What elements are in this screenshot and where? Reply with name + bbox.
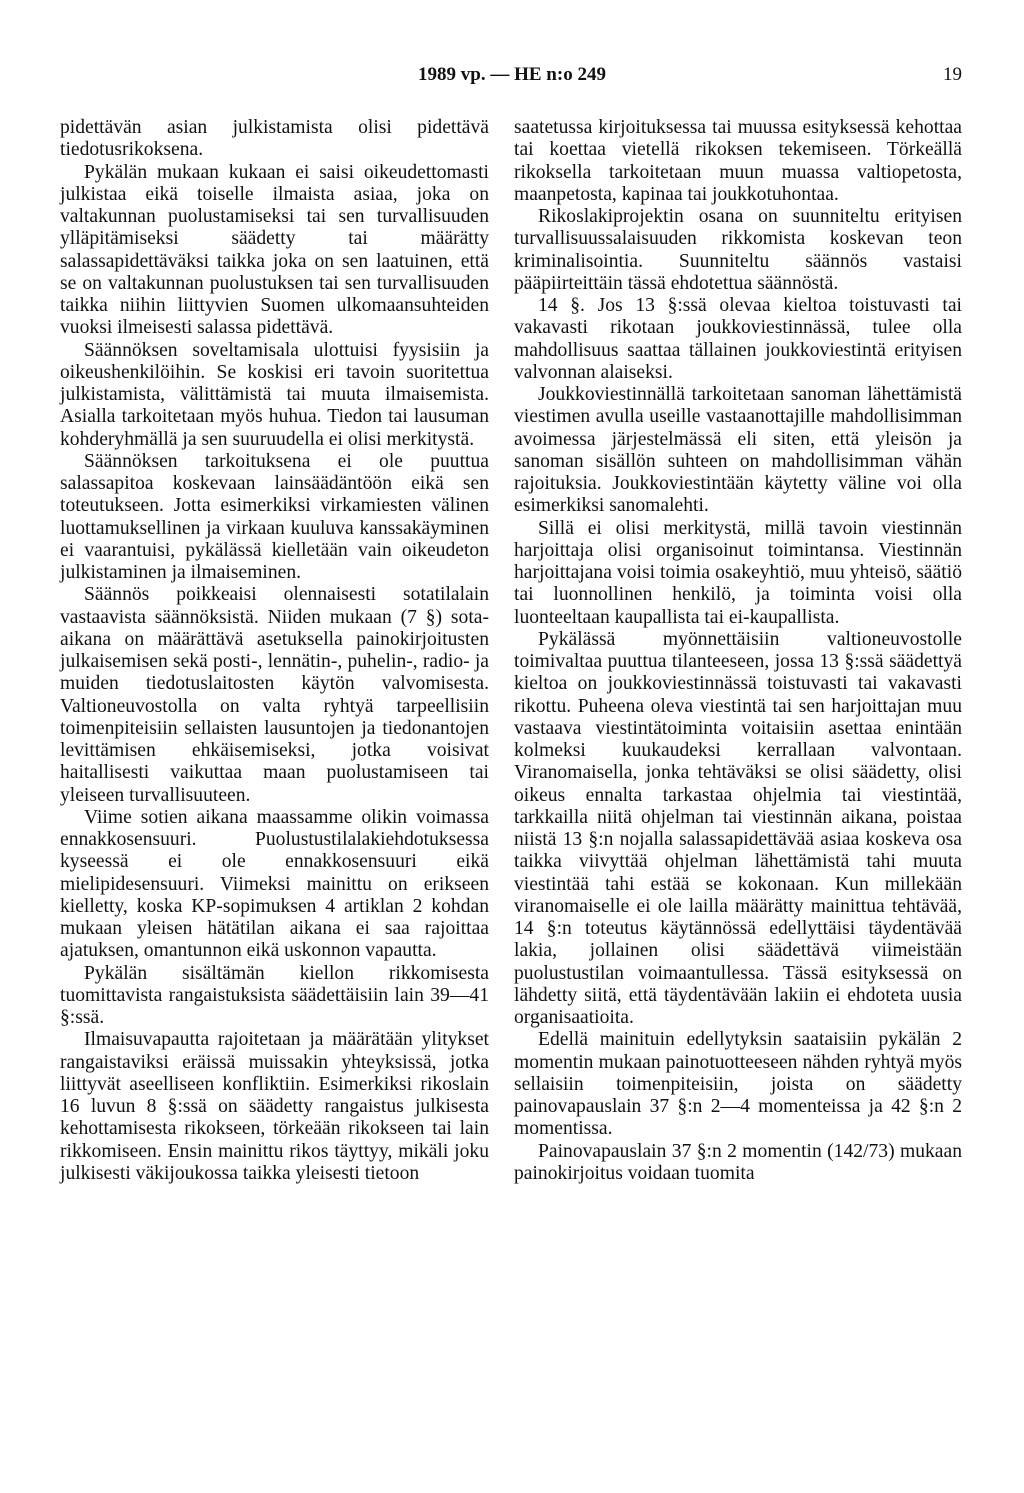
paragraph: Säännöksen soveltamisala ulottuisi fyysisiin ja oikeushenkilöihin. Se koskisi eri tavoin suoritettua julkistamista, välittämistä tai muuta ilmaisemista. Asialla tarkoitetaan myös huhua. Tiedon tai lausuman kohderyhmällä ja sen suuruudella ei olisi merkitystä. xyxy=(60,339,489,450)
right-column xyxy=(514,117,962,1185)
paragraph: Joukkoviestinnällä tarkoitetaan sanoman lähettämistä viestimen avulla useille vastaanottajille mahdollisimman avoimessa järjestelmässä eli siten, että yleisön ja sanoman sisällön suhteen on mahdollisimman vähän rajoituksia. Joukkoviestintään käytetty väline voi olla esimerkiksi sanomalehti. xyxy=(514,384,962,517)
paragraph: Säännös poikkeaisi olennaisesti sotatilalain vastaavista säännöksistä. Niiden mukaan (7 §) sota-aikana on määrättävä asetuksella painokirjoitusten julkaisemisen sekä posti-, lennätin-, puhelin-, radio- ja muiden tiedotuslaitosten käytön valvomisesta. Valtioneuvostolla on valta ryhtyä tarpeellisiin toimenpiteisiin sellaisten lausuntojen ja tiedonantojen levittämisen ehkäisemiseksi, jotka voisivat haitallisesti vaikuttaa maan puolustamiseen tai yleiseen turvallisuuteen. xyxy=(60,584,489,806)
paragraph: 14 §. Jos 13 §:ssä olevaa kieltoa toistuvasti tai vakavasti rikotaan joukkoviestinnässä, tulee olla mahdollisuus saattaa tällainen joukkoviestintä erityisen valvonnan alaiseksi. xyxy=(514,295,962,383)
paragraph: Rikoslakiprojektin osana on suunniteltu erityisen turvallisuussalaisuuden rikkomista koskevan teon kriminalisointia. Suunniteltu säännös vastaisi pääpiirteittäin tässä ehdotettua säännöstä. xyxy=(514,206,962,294)
paragraph: Säännöksen tarkoituksena ei ole puuttua salassapitoa koskevaan lainsäädäntöön eikä sen toteutukseen. Jotta esimerkiksi virkamiesten välinen luottamuksellinen ja virkaan kuuluva kanssakäyminen ei vaarantuisi, pykälässä kielletään vain oikeudeton julkistaminen ja ilmaiseminen. xyxy=(60,450,489,583)
paragraph: Edellä mainituin edellytyksin saataisiin pykälän 2 momentin mukaan painotuotteeseen nähden ryhtyä myös sellaisiin toimenpiteisiin, joista on säädetty painovapauslain 37 §:n 2—4 momenteissa ja 42 §:n 2 momentissa. xyxy=(514,1029,962,1140)
paragraph: Painovapauslain 37 §:n 2 momentin (142/73) mukaan painokirjoitus voidaan tuomita xyxy=(514,1140,962,1184)
paragraph: Pykälän sisältämän kiellon rikkomisesta tuomittavista rangaistuksista säädettäisiin lain 39—41 §:ssä. xyxy=(60,962,489,1028)
paragraph: Pykälässä myönnettäisiin valtioneuvostolle toimivaltaa puuttua tilanteeseen, jossa 13 §:ssä säädettyä kieltoa on joukkoviestinnässä toistuvasti tai vakavasti rikottu. Puheena oleva viestintä tai sen harjoittajan muu vastaava viestintätoiminta voitaisiin asettaa enintään kolmeksi kuukaudeksi kerrallaan valvontaan. Viranomaisella, jonka tehtäväksi se olisi säädetty, olisi oikeus ennalta tarkastaa ohjelmia tai viestintää, tarkkailla niitä ohjelman tai viestinnän aikana, poistaa niistä 13 §:n nojalla salassapidettävää asiaa koskeva osa taikka viivyttää ohjelman lähettämistä tahi muuta viestintää tahi estää se kokonaan. Kun millekään viranomaiselle ei ole lailla määrätty mainittua tehtävää, 14 §:n toteutus käytännössä edellyttäisi täydentävää lakia, jollainen olisi säädettävä viimeistään puolustustilan voimaantullessa. Tässä esityksessä on lähdetty siitä, että täydentävään lakiin ei ehdoteta uusia organisaatioita. xyxy=(514,628,962,1028)
page-number: 19 xyxy=(943,64,962,85)
paragraph: Sillä ei olisi merkitystä, millä tavoin viestinnän harjoittaja olisi organisoinut toimintansa. Viestinnän harjoittajana voisi toimia osakeyhtiö, muu yhteisö, säätiö tai luonnollinen henkilö, ja toiminta voisi olla luonteeltaan kaupallista tai ei-kaupallista. xyxy=(514,517,962,628)
paragraph: Ilmaisuvapautta rajoitetaan ja määrätään ylitykset rangaistaviksi eräissä muissakin yhteyksissä, jotka liittyvät aseelliseen konfliktiin. Esimerkiksi rikoslain 16 luvun 8 §:ssä on säädetty rangaistus julkisesta kehottamisesta rikokseen, törkeään rikokseen tai lain rikkomiseen. Ensin mainittu rikos täyttyy, mikäli joku julkisesti väkijoukossa taikka yleisesti tietoon xyxy=(60,1029,489,1184)
page-header xyxy=(0,62,1024,92)
paragraph: Pykälän mukaan kukaan ei saisi oikeudettomasti julkistaa eikä toiselle ilmaista asiaa, joka on valtakunnan puolustamiseksi tai sen turvallisuuden ylläpitämiseksi säädetty tai määrätty salassapidettäväksi taikka joka on sen laatuinen, että se on valtakunnan puolustuksen tai sen turvallisuuden taikka niihin liittyvien Suomen ulkomaansuhteiden vuoksi ilmeisesti salassa pidettävä. xyxy=(60,161,489,339)
left-column xyxy=(60,117,489,1185)
document-title: 1989 vp. — HE n:o 249 xyxy=(418,64,606,85)
paragraph: pidettävän asian julkistamista olisi pidettävä tiedotusrikoksena. xyxy=(60,117,489,161)
paragraph: Viime sotien aikana maassamme olikin voimassa ennakkosensuuri. Puolustustilalakiehdotuksessa kyseessä ei ole ennakkosensuuri eikä mielipidesensuuri. Viimeksi mainittu on erikseen kielletty, koska KP-sopimuksen 4 artiklan 2 kohdan mukaan yleisen hätätilan aikana ei saa rajoittaa ajatuksen, omantunnon eikä uskonnon vapautta. xyxy=(60,806,489,962)
paragraph: saatetussa kirjoituksessa tai muussa esityksessä kehottaa tai koettaa vietellä rikoksen tekemiseen. Törkeällä rikoksella tarkoitetaan muun muassa valtiopetosta, maanpetosta, kapinaa tai joukkotuhontaa. xyxy=(514,117,962,205)
